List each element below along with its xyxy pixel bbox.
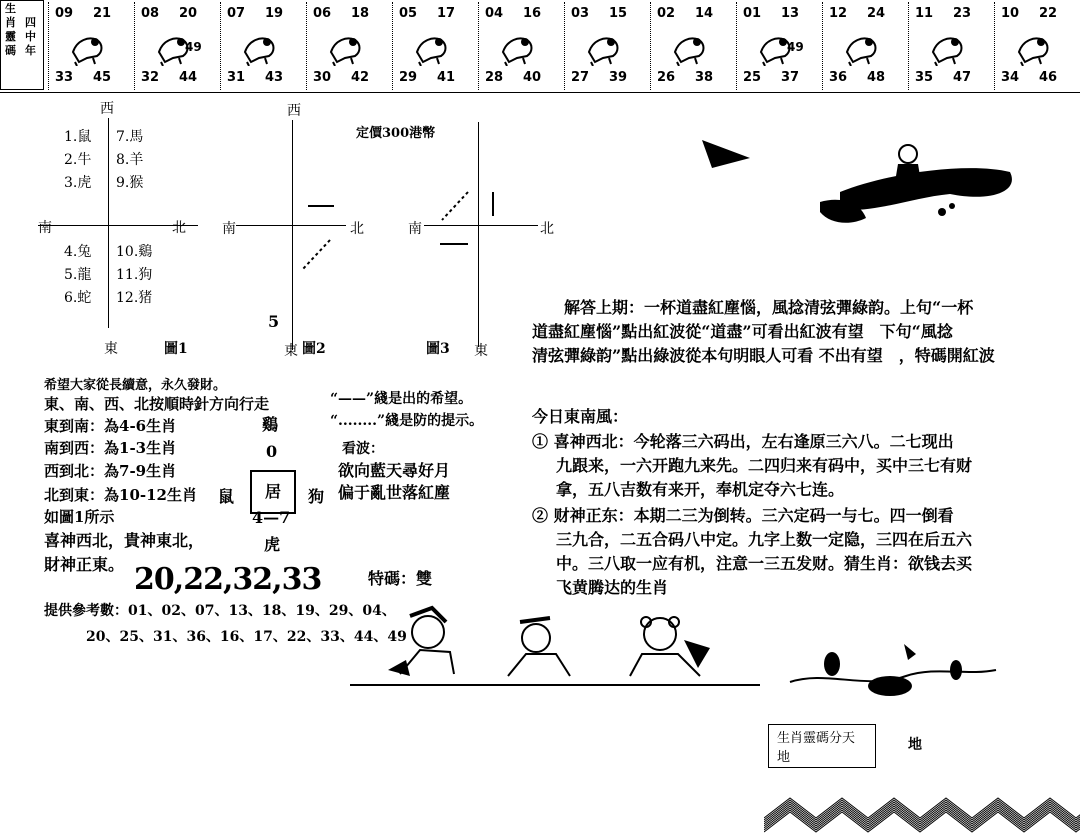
fig2-caption: 圖2: [302, 341, 326, 357]
paragraph-2-line: 三九合，二五合码八中定。九字上数一定隐，三四在后五六: [556, 530, 973, 549]
zodiac-number: 16: [523, 6, 542, 21]
directions-text: 東、南、西、北按順時針方向行走: [44, 395, 270, 413]
tiger-icon: [239, 22, 279, 66]
zodiac-number: 32: [141, 70, 160, 85]
boy-sitting-illustration: [690, 132, 1050, 232]
paragraph-2-line: ② 财神正东：本期二三为倒转。三六定码一与七。四一倒看: [532, 506, 954, 525]
zodiac-item: 4.兔: [64, 244, 92, 260]
special-code: 特碼：雙: [368, 569, 433, 588]
rabbit-icon: [325, 22, 365, 66]
zodiac-number: 07: [227, 6, 246, 21]
zodiac-item: 3.虎: [64, 175, 92, 191]
zodiac-number: 22: [1039, 6, 1058, 21]
pig-icon: [1013, 22, 1053, 66]
zodiac-item: 8.羊: [116, 152, 144, 168]
reference-numbers-line1: 提供參考數：01、02、07、13、18、19、29、04、: [44, 603, 396, 619]
cartoon-characters-illustration: [380, 600, 730, 680]
fig1-list-left-bottom: [64, 241, 91, 310]
zodiac-number: 30: [313, 70, 332, 85]
fig3-dotted-line: [440, 190, 470, 222]
header-corner-label: [0, 0, 44, 90]
snake-icon: [497, 22, 537, 66]
fig3-solid-line: [492, 192, 494, 216]
god-line-1: 喜神西北，貴神東北，: [44, 531, 205, 550]
zodiac-number: 21: [93, 6, 112, 21]
zodiac-number: 10: [1001, 6, 1020, 21]
fig1-list-right-top: [116, 126, 143, 195]
zodiac-number: 31: [227, 70, 246, 85]
corner-char: 四: [25, 16, 36, 29]
zodiac-item: 9.猴: [116, 175, 144, 191]
corner-char: 肖: [5, 16, 16, 29]
zodiac-number: 41: [437, 70, 456, 85]
zodiac-cell: [650, 2, 731, 90]
zodiac-item: 1.鼠: [64, 129, 92, 145]
zodiac-number: 35: [915, 70, 934, 85]
zodiac-cell: [736, 2, 817, 90]
zodiac-cell: [134, 2, 215, 90]
zodiac-number: 39: [609, 70, 628, 85]
paragraph-2-line: 飞黄腾达的生肖: [556, 578, 669, 597]
lucky-numbers: 20,22,32,33: [134, 562, 322, 597]
answer-line: 解答上期：一杯道盡紅塵惱，風捻清弦彈綠韵。上句“一杯: [564, 298, 974, 317]
zodiac-cell: [306, 2, 387, 90]
zodiac-number: 09: [55, 6, 74, 21]
zodiac-number: 14: [695, 6, 714, 21]
zodiac-cell: [822, 2, 903, 90]
zodiac-number: 13: [781, 6, 800, 21]
zodiac-number: 44: [179, 70, 198, 85]
zodiac-number: 20: [179, 6, 198, 21]
zodiac-number: 06: [313, 6, 332, 21]
look-wave-label: 看波：: [342, 441, 384, 457]
god-line-2: 財神正東。: [44, 555, 125, 574]
tiger-char: 虎: [264, 535, 281, 554]
wish-text: 希望大家從長續意，永久發財。: [44, 378, 227, 393]
fig3-east-label: 東: [474, 343, 488, 359]
poem-line-1: 欲向藍天尋好月: [338, 461, 451, 480]
legend-dotted-line: “........”綫是防的提示。: [330, 413, 484, 429]
direction-row: 西到北：為7-9生肖: [44, 462, 177, 480]
zodiac-cell: [220, 2, 301, 90]
paragraph-1-line: 拿，五八吉数有来开，奉机定夺六七连。: [556, 480, 845, 499]
zodiac-number: 34: [1001, 70, 1020, 85]
zodiac-item: 12.猪: [116, 290, 153, 306]
fig1-list-left-top: [64, 126, 91, 195]
fig2-solid-line: [308, 205, 334, 207]
zodiac-number: 11: [915, 6, 934, 21]
rat-char: 鼠: [218, 487, 235, 506]
corner-char: 碼: [5, 44, 16, 57]
fig1-south-label: 南: [38, 220, 52, 236]
range-text: 4—7: [252, 508, 291, 527]
direction-row: 南到西：為1-3生肖: [44, 439, 177, 457]
fig2-east-label: 東: [284, 343, 298, 359]
divider: [350, 684, 760, 686]
zodiac-cell: [392, 2, 473, 90]
fig2-south-label: 南: [222, 221, 236, 237]
fig2-west-label: 西: [287, 103, 301, 119]
answer-line: 道盡紅塵惱”點出紅波從“道盡”可看出紅波有望 下句“風捻: [532, 322, 953, 341]
dog-char: 狗: [308, 487, 325, 506]
fig3-vertical-axis: [478, 122, 479, 347]
fig2-five: 5: [268, 312, 280, 331]
zodiac-number: 28: [485, 70, 504, 85]
zodiac-number: 05: [399, 6, 418, 21]
zodiac-item: 11.狗: [116, 267, 153, 283]
corner-char: 生: [5, 2, 16, 15]
zodiac-number: 08: [141, 6, 160, 21]
zodiac-cell: [908, 2, 989, 90]
zodiac-number: 46: [1039, 70, 1058, 85]
dog-icon: [927, 22, 967, 66]
paragraph-1-line: ① 喜神西北：今轮落三六码出，左右逢原三六八。二七现出: [532, 432, 954, 451]
fig1-vertical-axis: [108, 118, 109, 328]
zodiac-cell: [564, 2, 645, 90]
footer-box: [768, 724, 876, 768]
zodiac-number: 40: [523, 70, 542, 85]
fig1-list-right-bottom: [116, 241, 152, 310]
zodiac-number: 25: [743, 70, 762, 85]
zodiac-item: 7.馬: [116, 129, 144, 145]
dragon-icon: [411, 22, 451, 66]
zodiac-number: 12: [829, 6, 848, 21]
zodiac-number: 49: [787, 40, 804, 54]
corner-char: 中: [25, 30, 36, 43]
zodiac-number: 42: [351, 70, 370, 85]
zodiac-number: 19: [265, 6, 284, 21]
zero-char: 0: [266, 442, 278, 461]
wave-pattern: [764, 786, 1080, 834]
birds-branch-illustration: [786, 630, 1000, 700]
corner-char: 年: [25, 44, 36, 57]
zodiac-number: 01: [743, 6, 762, 21]
zodiac-number: 48: [867, 70, 886, 85]
zodiac-number: 36: [829, 70, 848, 85]
goat-icon: [669, 22, 709, 66]
rat-icon: [67, 22, 107, 66]
zodiac-number: 02: [657, 6, 676, 21]
fig1-east-label: 東: [104, 341, 118, 357]
zodiac-number: 33: [55, 70, 74, 85]
zodiac-number: 45: [93, 70, 112, 85]
fig1-west-label: 西: [100, 101, 114, 117]
fig3-south-label: 南: [408, 221, 422, 237]
answer-line: 清弦彈綠韵”點出綠波從本句明眼人可看 不出有望 ，特碼開紅波: [532, 346, 995, 365]
fig3-north-label: 北: [540, 221, 554, 237]
fig2-horizontal-axis: [236, 225, 346, 226]
fig1-north-label: 北: [172, 220, 186, 236]
zodiac-number: 43: [265, 70, 284, 85]
zodiac-cell: [994, 2, 1075, 90]
footer-box-label: 生肖靈碼分天地: [777, 731, 856, 765]
rooster-icon: [841, 22, 881, 66]
zodiac-number: 27: [571, 70, 590, 85]
fig2-north-label: 北: [350, 221, 364, 237]
legend-solid-line: “——”綫是出的希望。: [330, 391, 473, 407]
zodiac-number: 49: [185, 40, 202, 54]
direction-row: 東到南：為4-6生肖: [44, 417, 177, 435]
zodiac-number: 15: [609, 6, 628, 21]
zodiac-number: 18: [351, 6, 370, 21]
price-note: 定價300港幣: [356, 126, 436, 141]
fig1-caption: 圖1: [164, 341, 188, 357]
fig2-vertical-axis: [292, 120, 293, 350]
paragraph-1-line: 九跟来，一六开跑九来先。二四归来有码中，买中三七有财: [556, 456, 973, 475]
zodiac-cell: [48, 2, 129, 90]
zodiac-item: 10.鷄: [116, 244, 153, 260]
zodiac-item: 2.牛: [64, 152, 92, 168]
zodiac-number: 38: [695, 70, 714, 85]
fig2-dotted-line: [298, 238, 334, 274]
figure-ref: 如圖1所示: [44, 508, 115, 526]
zodiac-header-strip: [0, 0, 1080, 93]
zodiac-number: 26: [657, 70, 676, 85]
zodiac-number: 24: [867, 6, 886, 21]
zodiac-number: 04: [485, 6, 504, 21]
zodiac-number: 37: [781, 70, 800, 85]
reference-numbers-line2: 20、25、31、36、16、17、22、33、44、49: [86, 629, 407, 645]
monkey-icon: [755, 22, 795, 66]
fig3-horizontal-axis: [424, 225, 538, 226]
ox-icon: [153, 22, 193, 66]
horse-icon: [583, 22, 623, 66]
direction-row: 北到東：為10-12生肖: [44, 486, 197, 504]
today-wind: 今日東南風：: [532, 407, 629, 426]
zodiac-number: 03: [571, 6, 590, 21]
home-box: 居: [250, 470, 296, 514]
corner-char: 靈: [5, 30, 16, 43]
zodiac-number: 17: [437, 6, 456, 21]
zodiac-cell: [478, 2, 559, 90]
zodiac-item: 6.蛇: [64, 290, 92, 306]
fig3-caption: 圖3: [426, 341, 450, 357]
paragraph-2-line: 中。三八取一应有机，注意一三五发财。猜生肖：欲钱去买: [556, 554, 973, 573]
fig3-solid-line: [440, 243, 468, 245]
footer-char: 地: [908, 737, 922, 753]
zodiac-number: 23: [953, 6, 972, 21]
poem-line-2: 偏于亂世落紅塵: [338, 483, 451, 502]
zodiac-number: 47: [953, 70, 972, 85]
zodiac-item: 5.龍: [64, 267, 92, 283]
zodiac-number: 29: [399, 70, 418, 85]
rooster-char: 鷄: [262, 415, 279, 434]
